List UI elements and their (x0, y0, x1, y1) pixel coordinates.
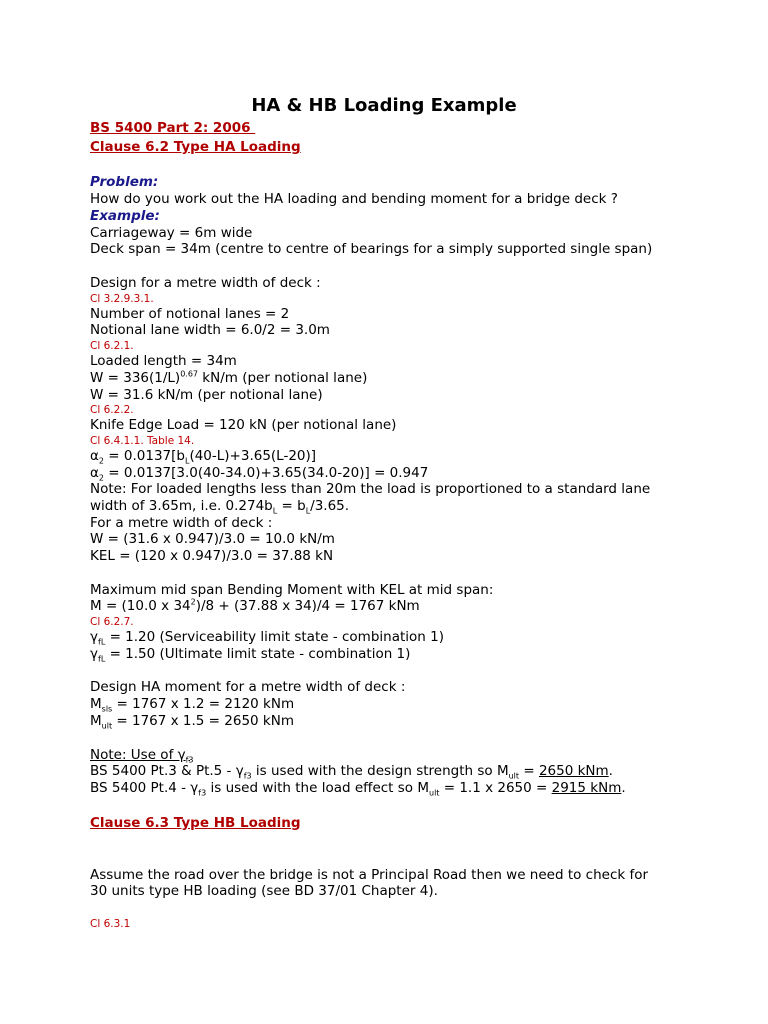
text-run: α (90, 447, 99, 464)
text-run: γ (90, 645, 98, 662)
clause-hb-heading: Clause 6.3 Type HB Loading (90, 814, 301, 831)
text-run: M = (10.0 x 34 (90, 598, 191, 615)
note-use-heading (90, 747, 750, 764)
w-formula-line (90, 370, 750, 387)
text-run: = 1767 x 1.2 = 2120 kNm (112, 696, 295, 713)
lanes-line: Number of notional lanes = 2 (90, 305, 290, 322)
lane-width-line: Notional lane width = 6.0/2 = 3.0m (90, 322, 330, 339)
design-ha-line: Design HA moment for a metre width of deck : (90, 679, 406, 696)
subscript: ult (429, 788, 440, 798)
text-run: Note: Use of γ (90, 746, 186, 763)
text-run: is used with the load effect so M (206, 779, 429, 796)
subscript: sls (101, 704, 113, 714)
text-run: )/8 + (37.88 x 34)/4 = 1767 kNm (195, 598, 420, 615)
spacer (90, 833, 750, 850)
clause-reference: Cl 6.3.1 (90, 917, 131, 930)
text-run: kN/m (per notional lane) (198, 369, 368, 386)
text-run: width of 3.65m, i.e. 0.274b (90, 497, 273, 514)
subscript: f3 (185, 755, 194, 765)
subscript: fL (98, 654, 106, 664)
spacer (90, 157, 750, 174)
subscript: L (184, 456, 190, 466)
max-moment-line: Maximum mid span Bending Moment with KEL at mid span: (90, 581, 494, 598)
gamma-sls-line (90, 629, 750, 646)
loaded-length-line: Loaded length = 34m (90, 353, 237, 370)
text-run: (40-L)+3.65(L-20)] (189, 447, 317, 464)
exponent: 0.67 (180, 369, 199, 379)
clause-ha-heading: Clause 6.2 Type HA Loading (90, 139, 301, 155)
w-value-line: W = 31.6 kN/m (per notional lane) (90, 386, 323, 403)
text-run: = (519, 763, 539, 780)
design-width-line: Design for a metre width of deck : (90, 275, 321, 292)
problem-text: How do you work out the HA loading and bending moment for a bridge deck ? (90, 191, 618, 207)
text-run: BS 5400 Pt.4 - γ (90, 779, 199, 796)
subscript: f3 (243, 771, 252, 781)
underlined-value: 2650 kNm (538, 763, 609, 780)
example-label: Example: (90, 207, 160, 224)
carriageway-line: Carriageway = 6m wide (90, 224, 253, 241)
assume-line: Assume the road over the bridge is not a Principal Road then we need to check for (90, 866, 649, 883)
text-run: = 1767 x 1.5 = 2650 kNm (112, 712, 294, 729)
subscript: ult (101, 721, 113, 731)
assume-line-2: 30 units type HB loading (see BD 37/01 Chapter 4). (90, 883, 438, 900)
note-line: Note: For loaded lengths less than 20m the load is proportioned to a standard lane (90, 481, 651, 498)
clause-reference: Cl 3.2.9.3.1. (90, 292, 154, 305)
text-run: = 0.0137[b (104, 447, 185, 464)
spacer (90, 850, 750, 867)
exponent: 2 (190, 597, 196, 607)
text-run: W = 336(1/L) (90, 369, 181, 386)
text-run: = 1.1 x 2650 = (439, 779, 552, 796)
spacer (90, 258, 750, 275)
alpha-formula-line (90, 448, 750, 465)
clause-reference: Cl 6.2.2. (90, 404, 134, 417)
text-run: is used with the design strength so M (251, 763, 509, 780)
underlined-value: 2915 kNm (551, 779, 622, 796)
subscript: L (305, 506, 311, 516)
text-run: = 1.50 (Ultimate limit state - combination 1) (105, 645, 411, 662)
bs-pt3-line (90, 763, 750, 780)
text-run: = 0.0137[3.0(40-34.0)+3.65(34.0-20)] = 0.947 (104, 464, 429, 481)
text-run: = 1.20 (Serviceability limit state - combination 1) (105, 629, 444, 646)
subscript: ult (508, 771, 520, 781)
spacer (90, 662, 750, 679)
text-run: M (90, 712, 102, 729)
w-metre-line: W = (31.6 x 0.947)/3.0 = 10.0 kN/m (90, 531, 335, 548)
span-line: Deck span = 34m (centre to centre of bearings for a simply supported single span) (90, 241, 653, 258)
gamma-uls-line (90, 646, 750, 663)
metre-width-line: For a metre width of deck : (90, 514, 273, 531)
document-body (90, 119, 750, 931)
subscript: fL (98, 637, 106, 647)
subscript: 2 (98, 473, 104, 483)
clause-reference: Cl 6.4.1.1. Table 14. (90, 434, 195, 447)
text-run: M (90, 696, 102, 713)
page-title: HA & HB Loading Example (251, 95, 517, 116)
text-run: . (608, 763, 613, 780)
text-run: α (90, 464, 99, 481)
text-run: /3.65. (310, 497, 350, 514)
clause-reference: Cl 6.2.1. (90, 340, 134, 353)
alpha-value-line (90, 465, 750, 482)
text-run: γ (90, 629, 98, 646)
subscript: L (272, 506, 278, 516)
kel-line: Knife Edge Load = 120 kN (per notional lane) (90, 417, 397, 434)
spacer (90, 797, 750, 814)
note-line-2 (90, 498, 750, 515)
moment-calc-line (90, 598, 750, 615)
spacer (90, 565, 750, 582)
spacer (90, 730, 750, 747)
subscript: 2 (98, 456, 104, 466)
text-run: = b (277, 497, 306, 514)
bs-pt4-line (90, 780, 750, 797)
clause-reference: Cl 6.2.7. (90, 616, 134, 629)
standard-heading: BS 5400 Part 2: 2006 (90, 120, 256, 136)
text-run: BS 5400 Pt.3 & Pt.5 - γ (90, 763, 244, 780)
kel-metre-line: KEL = (120 x 0.947)/3.0 = 37.88 kN (90, 548, 334, 564)
text-run: . (621, 779, 626, 796)
spacer (90, 900, 750, 917)
m-ult-line (90, 713, 750, 730)
problem-label: Problem: (90, 174, 159, 190)
subscript: f3 (198, 788, 207, 798)
m-sls-line (90, 696, 750, 713)
